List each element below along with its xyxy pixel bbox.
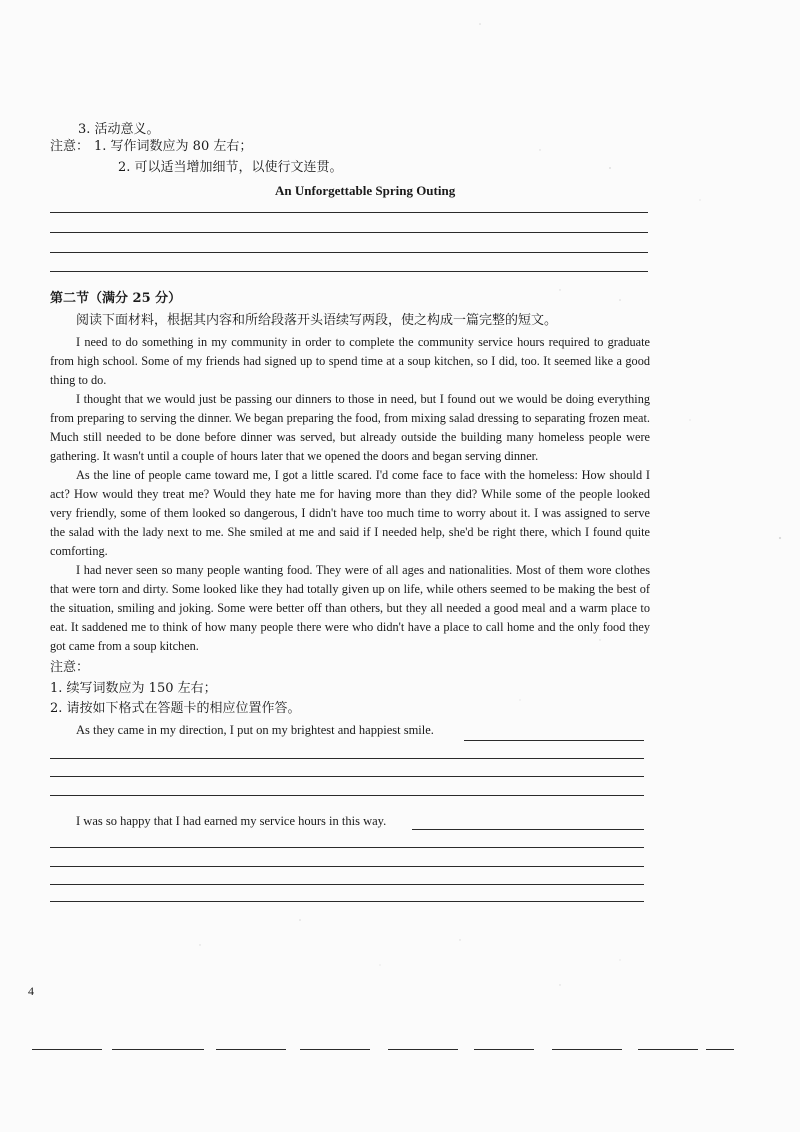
task2-note-label: 注意： bbox=[50, 660, 90, 675]
task1-note-label: 注意： bbox=[50, 139, 90, 154]
writing-line bbox=[50, 758, 644, 759]
footer-dash bbox=[706, 1049, 734, 1050]
writing-line bbox=[464, 740, 644, 741]
story-paragraph: I need to do something in my community in order to complete the community service hours required to graduate from high school. Some of my friends had signed up to spend time at a soup kitchen, so I did, too. It seemed like a good thing to do. bbox=[50, 335, 650, 387]
writing-line bbox=[50, 795, 644, 796]
footer-dash bbox=[216, 1049, 286, 1050]
writing-line bbox=[50, 866, 644, 867]
footer-dash bbox=[552, 1049, 622, 1050]
writing-line bbox=[50, 232, 648, 233]
section-heading: 第二节（满分 25 分） bbox=[50, 291, 182, 306]
task1-note-1: 1. 写作词数应为 80 左右； bbox=[94, 139, 253, 154]
task1-item-3: 3. 活动意义。 bbox=[78, 122, 160, 137]
writing-line bbox=[50, 212, 648, 213]
writing-line bbox=[50, 271, 648, 272]
task1-note-2: 2. 可以适当增加细节，以使行文连贯。 bbox=[118, 160, 343, 175]
footer-dash bbox=[32, 1049, 102, 1050]
page-number: 4 bbox=[28, 984, 34, 998]
footer-dash bbox=[300, 1049, 370, 1050]
writing-line bbox=[50, 776, 644, 777]
writing-line bbox=[50, 901, 644, 902]
footer-dash bbox=[112, 1049, 204, 1050]
story-paragraph: I thought that we would just be passing our dinners to those in need, but I found out we would be doing everything from preparing to serving the dinner. We began preparing the food, from mixing salad dressing to separating frozen meat. Much still needed to be done before dinner was served, but already outside the building many homeless people were gathering. It wasn't until a couple of hours later that we opened the doors and began serving dinner. bbox=[50, 392, 650, 463]
story-paragraph: I had never seen so many people wanting food. They were of all ages and nationalities. Most of them wore clothes that were torn and dirty. Some looked like they had totally given up on life, while others seemed to be making the best of the situation, smiling and joking. Some were better off than others, but they all needed a good meal and a warm place to eat. It saddened me to think of how many people there were who didn't have a place to call home and the only food they got came from a soup kitchen. bbox=[50, 563, 650, 653]
footer-dash bbox=[388, 1049, 458, 1050]
footer-dash bbox=[638, 1049, 698, 1050]
continuation-prompt-1: As they came in my direction, I put on my brightest and happiest smile. bbox=[76, 723, 434, 737]
writing-line bbox=[50, 252, 648, 253]
footer-dash bbox=[474, 1049, 534, 1050]
story-paragraph: As the line of people came toward me, I got a little scared. I'd come face to face with the homeless: How should I act? How would they treat me? Would they hate me for having more than they did? While some of the people looked very friendly, some of them looked so dangerous, I didn't have too much time to worry about it. I was assigned to serve the salad with the lady next to me. She smiled at me and said if I needed help, she'd be right there, which I found quite comforting. bbox=[50, 468, 650, 558]
writing-line bbox=[412, 829, 644, 830]
task2-instruction: 阅读下面材料，根据其内容和所给段落开头语续写两段，使之构成一篇完整的短文。 bbox=[76, 313, 558, 328]
story-passage bbox=[50, 333, 650, 656]
continuation-prompt-2: I was so happy that I had earned my service hours in this way. bbox=[76, 814, 387, 828]
essay-title: An Unforgettable Spring Outing bbox=[275, 183, 456, 198]
task2-note-2: 2. 请按如下格式在答题卡的相应位置作答。 bbox=[50, 701, 301, 716]
task2-note-1: 1. 续写词数应为 150 左右； bbox=[50, 681, 217, 696]
writing-line bbox=[50, 847, 644, 848]
writing-line bbox=[50, 884, 644, 885]
